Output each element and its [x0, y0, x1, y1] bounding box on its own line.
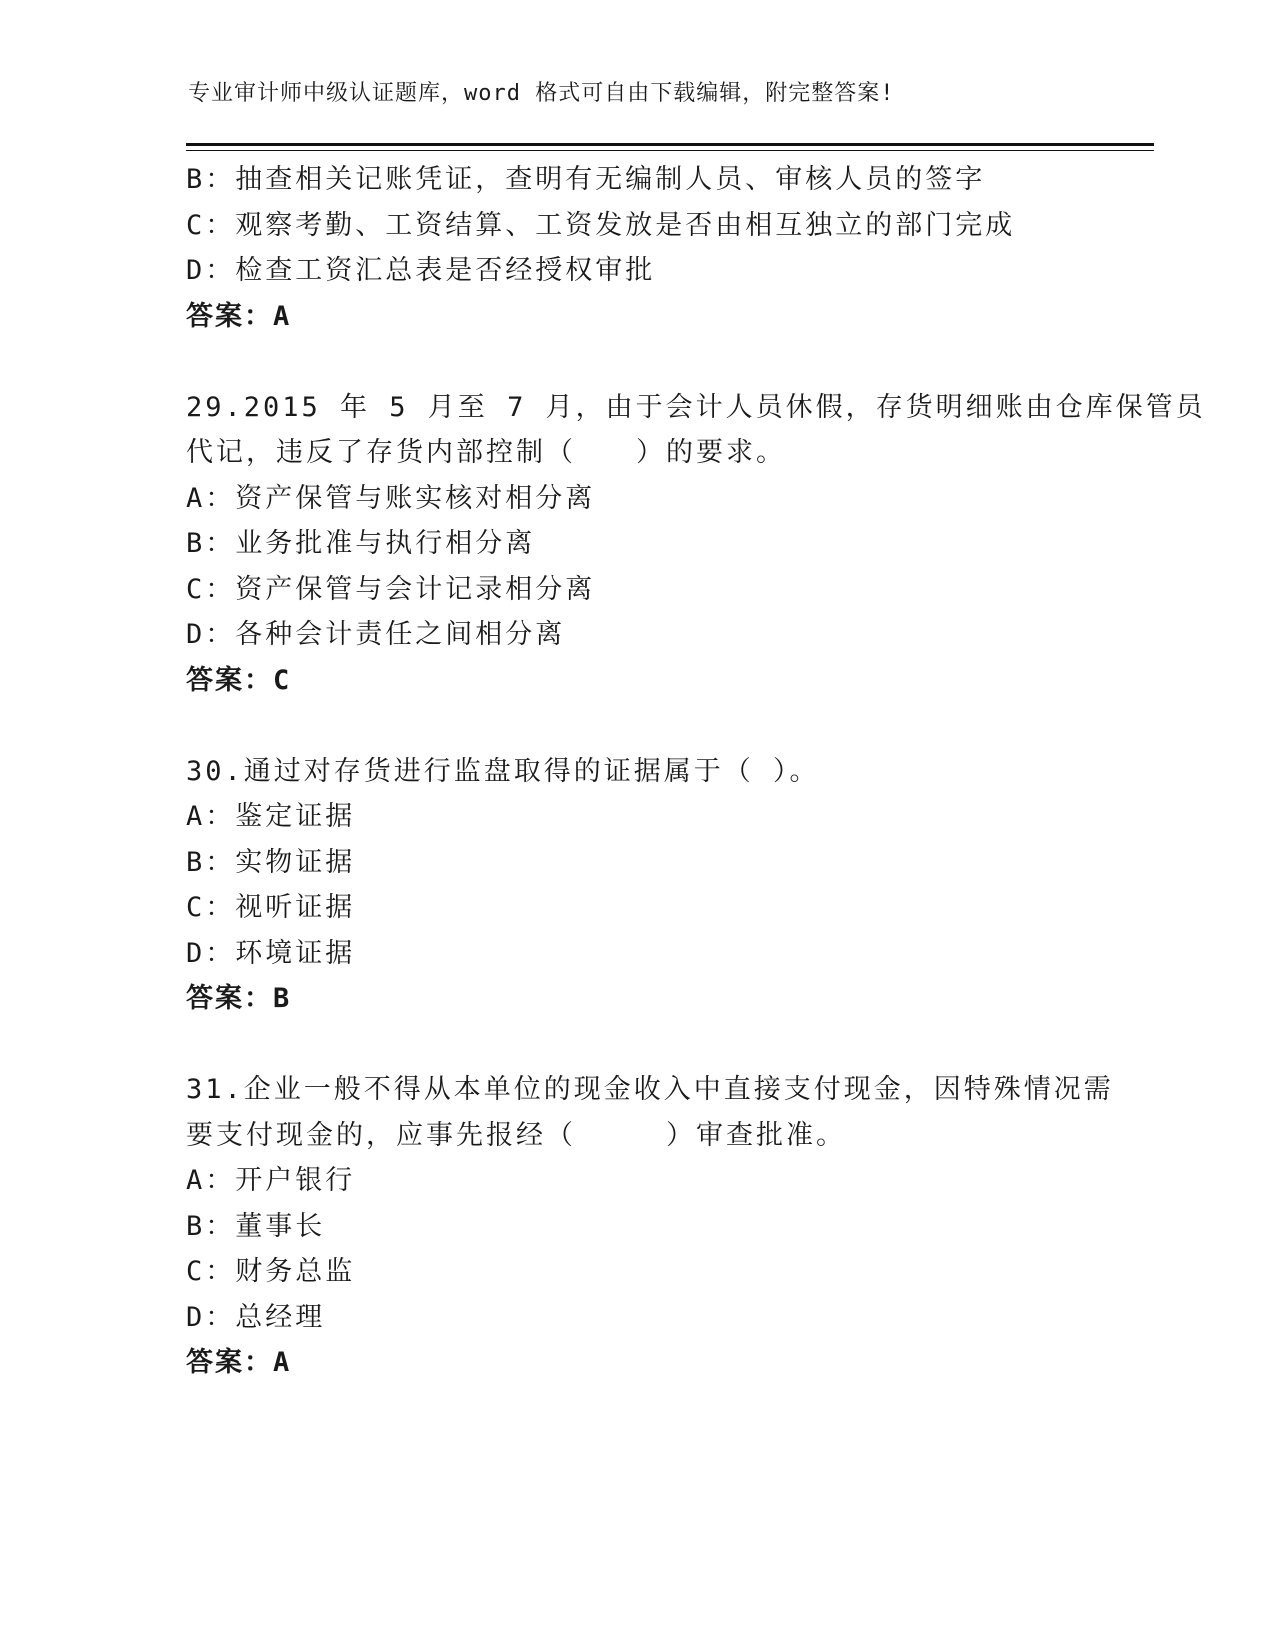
option-a: A：资产保管与账实核对相分离: [186, 482, 596, 514]
header-rule-thin: [186, 150, 1154, 151]
option-b: B：实物证据: [186, 846, 356, 878]
answer-label: 答案：: [186, 664, 273, 696]
option-d: D：各种会计责任之间相分离: [186, 619, 566, 650]
answer-value: A: [273, 1347, 290, 1378]
answer-value: A: [273, 300, 290, 332]
spacer: [186, 1022, 1106, 1068]
answer-line: [186, 294, 1106, 340]
option-d: D：检查工资汇总表是否经授权审批: [186, 255, 656, 286]
answer-value: B: [273, 983, 290, 1014]
answer-value: C: [273, 664, 290, 696]
question-stem-line: 31.企业一般不得从本单位的现金收入中直接支付现金，因特殊情况需: [186, 1074, 1114, 1105]
spacer: [186, 703, 1106, 749]
question-block-29: [186, 385, 1206, 704]
option-c: C：观察考勤、工资结算、工资发放是否由相互独立的部门完成: [186, 209, 1016, 241]
answer-line: [186, 1340, 1106, 1386]
option-c: C：财务总监: [186, 1256, 356, 1287]
spacer: [186, 339, 1106, 385]
option-c: C：资产保管与会计记录相分离: [186, 573, 596, 605]
answer-label: 答案：: [186, 1347, 273, 1378]
option-d: D：总经理: [186, 1301, 326, 1333]
option-b: B：业务批准与执行相分离: [186, 528, 536, 559]
question-block-31: [186, 1067, 1114, 1386]
page-header: 专业审计师中级认证题库，word 格式可自由下载编辑，附完整答案!: [188, 81, 895, 106]
question-stem-line: 30.通过对存货进行监盘取得的证据属于（ ）。: [186, 755, 820, 787]
question-block-30: [186, 749, 1106, 1022]
question-content: [186, 157, 1206, 1386]
answer-line: [186, 658, 1106, 704]
option-b: B：抽查相关记账凭证，查明有无编制人员、审核人员的签字: [186, 164, 986, 195]
option-c: C：视听证据: [186, 892, 356, 923]
question-block-continued: [186, 157, 1106, 339]
option-a: A：开户银行: [186, 1165, 356, 1196]
question-stem-line: 要支付现金的，应事先报经（ ）审查批准。: [186, 1119, 846, 1151]
header-rule-thick: [186, 143, 1154, 146]
option-a: A：鉴定证据: [186, 801, 356, 832]
option-d: D：环境证据: [186, 937, 356, 969]
answer-line: [186, 976, 1106, 1022]
answer-label: 答案：: [186, 300, 273, 332]
question-stem-line: 29.2015 年 5 月至 7 月，由于会计人员休假，存货明细账由仓库保管员: [186, 391, 1206, 423]
answer-label: 答案：: [186, 983, 273, 1014]
option-b: B：董事长: [186, 1210, 326, 1242]
question-stem-line: 代记，违反了存货内部控制（ ）的要求。: [186, 437, 786, 468]
